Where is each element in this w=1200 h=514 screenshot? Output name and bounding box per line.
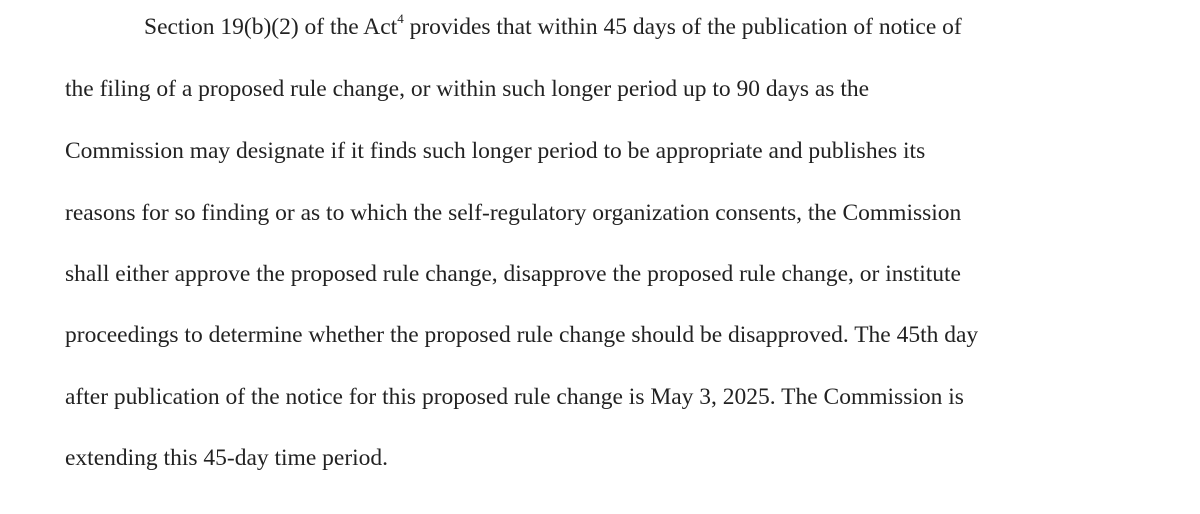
footnote-reference[interactable]: 4 (397, 11, 404, 27)
paragraph-line-6: proceedings to determine whether the proposed rule change should be disapproved. The 45th day (65, 322, 979, 348)
paragraph-line-2: the filing of a proposed rule change, or within such longer period up to 90 days as the (65, 76, 870, 102)
line-1-text: Section 19(b)(2) of the Act (144, 14, 398, 40)
paragraph-line-8: extending this 45-day time period. (65, 445, 389, 471)
paragraph-line-7: after publication of the notice for this proposed rule change is May 3, 2025. The Commission is (65, 384, 964, 410)
paragraph-line-1 (144, 12, 962, 42)
line-1-text-continued: provides that within 45 days of the publication of notice of (403, 14, 962, 40)
paragraph-line-4: reasons for so finding or as to which the self-regulatory organization consents, the Commission (65, 200, 962, 226)
paragraph-line-5: shall either approve the proposed rule change, disapprove the proposed rule change, or institute (65, 261, 961, 287)
paragraph-line-3: Commission may designate if it finds such longer period to be appropriate and publishes its (65, 138, 926, 164)
